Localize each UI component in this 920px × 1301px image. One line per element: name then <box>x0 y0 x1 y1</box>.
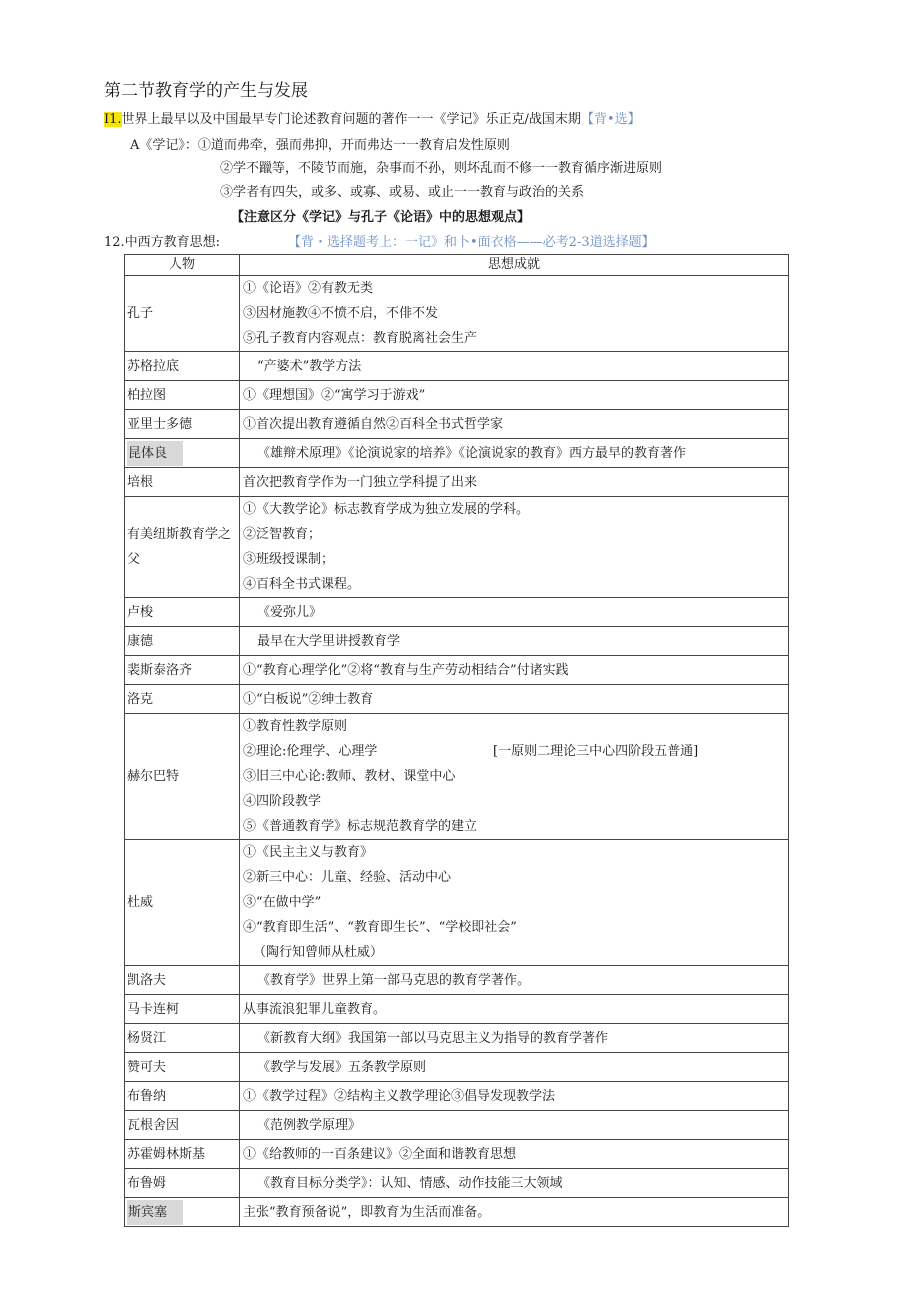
person-name: 有美纽斯教育学之父 <box>127 527 232 567</box>
achievement-line <box>243 301 785 326</box>
xueji-line-1: A《学记》：①道而弗牵，强而弗抑，开而弗达一一教育启发性原则 <box>130 138 510 153</box>
achievement-cell <box>240 1082 789 1111</box>
achievement-text: ③旧三中心论:教师、教材、课堂中心 <box>243 769 456 784</box>
person-name-cell <box>125 656 240 685</box>
person-name-cell <box>125 1169 240 1198</box>
achievement-text: ①《论语》②有教无类 <box>243 281 374 296</box>
question-1-text: 世界上最早以及中国最早专门论述教育问题的著作一一《学记》乐正克/战国末期 <box>121 112 581 127</box>
achievement-text: 《新教育大纲》我国第一部以马克思主义为指导的教育学著作 <box>257 1030 609 1046</box>
achievement-cell <box>240 1024 789 1053</box>
person-name: 柏拉图 <box>127 387 167 403</box>
achievement-text: ⑤孔子教育内容观点：教育脱离社会生产 <box>243 331 478 346</box>
achievement-line <box>243 1142 785 1167</box>
achievement-line <box>243 739 785 764</box>
achievement-cell <box>240 1140 789 1169</box>
header-person: 人物 <box>125 255 240 276</box>
table-row <box>125 381 789 410</box>
achievement-text: ④“教育即生活”、“教育即生长”、“学校即社会” <box>243 920 517 935</box>
achievement-text: 首次把教育学作为一门独立学科提了出来 <box>243 474 478 490</box>
achievement-cell <box>240 468 789 497</box>
person-name: 苏霍姆林斯基 <box>127 1146 206 1162</box>
person-name: 洛克 <box>127 691 154 707</box>
person-name: 马卡连柯 <box>127 1001 180 1017</box>
achievement-line <box>243 441 785 466</box>
achievement-text: 《雄辩术原理》《论演说家的培养》《论演说家的教育》西方最早的教育著作 <box>257 445 687 461</box>
achievement-text: ①《教学过程》②结构主义教学理论③倡导发现教学法 <box>243 1088 556 1104</box>
xueji-line-3: ③学者有四失，或多、或寡、或易、或止一一教育与政治的关系 <box>220 185 585 200</box>
person-name-cell <box>125 966 240 995</box>
achievement-text: ①《给教师的一百条建议》②全面和谐教育思想 <box>243 1146 517 1162</box>
achievement-line <box>243 814 785 839</box>
achievement-line <box>243 764 785 789</box>
person-name-cell <box>125 714 240 840</box>
achievement-cell <box>240 276 789 352</box>
table-row <box>125 656 789 685</box>
achievement-text: 主张“教育预备说”，即教育为生活而准备。 <box>243 1204 491 1220</box>
achievement-line <box>243 840 785 865</box>
table-row <box>125 1111 789 1140</box>
achievement-cell <box>240 1198 789 1227</box>
achievement-line <box>243 789 785 814</box>
table-row <box>125 1053 789 1082</box>
table-row <box>125 627 789 656</box>
table-row <box>125 1169 789 1198</box>
achievement-line <box>243 276 785 301</box>
table-row <box>125 1140 789 1169</box>
achievement-text: ②泛智教育； <box>243 527 322 542</box>
table-row <box>125 352 789 381</box>
person-name-cell <box>125 627 240 656</box>
achievement-text: ①《理想国》②“寓学习于游戏” <box>243 387 426 403</box>
question-1-tag: 【背•选】 <box>580 112 641 127</box>
achievement-line <box>243 865 785 890</box>
achievement-line <box>243 940 785 965</box>
person-name: 赞可夫 <box>127 1059 167 1075</box>
achievement-cell <box>240 598 789 627</box>
section-title: 第二节教育学的产生与发展 <box>104 81 308 101</box>
achievement-cell <box>240 685 789 714</box>
achievement-text: ①“白板说”②绅士教育 <box>243 691 374 707</box>
person-name-cell <box>125 410 240 439</box>
achievement-text: 《爱弥儿》 <box>257 604 323 620</box>
achievement-line <box>243 658 785 683</box>
person-name-cell <box>125 995 240 1024</box>
achievement-line <box>243 383 785 408</box>
achievement-line <box>243 890 785 915</box>
person-name-cell <box>125 497 240 598</box>
achievement-text: ①教育性教学原则 <box>243 719 348 734</box>
achievement-line <box>243 470 785 495</box>
person-name: 苏格拉底 <box>127 358 180 374</box>
achievement-line <box>243 1026 785 1051</box>
achievement-text: ②理论:伦理学、心理学 <box>243 744 378 759</box>
table-row <box>125 1024 789 1053</box>
achievement-text: ③班级授课制； <box>243 552 335 567</box>
achievement-cell <box>240 627 789 656</box>
achievement-text: “产婆术”教学方法 <box>257 358 362 374</box>
table-row <box>125 598 789 627</box>
person-name-cell <box>125 1053 240 1082</box>
person-name-cell <box>125 276 240 352</box>
achievement-line <box>243 968 785 993</box>
person-name: 培根 <box>127 474 154 490</box>
achievement-line <box>243 547 785 572</box>
table-header-row <box>125 255 789 276</box>
achievement-line <box>243 1084 785 1109</box>
achievement-cell <box>240 1169 789 1198</box>
achievement-text: ③“在做中学” <box>243 895 322 910</box>
achievement-text: 《教育目标分类学》：认知、情感、动作技能三大领域 <box>257 1175 563 1191</box>
herbart-mnemonic: [一原则二理论三中心四阶段五普通] <box>493 744 699 759</box>
achievement-line <box>243 1055 785 1080</box>
achievement-line <box>243 687 785 712</box>
table-row <box>125 410 789 439</box>
question-2-hint: 【背・选择题考上：一记》和卜•面衣格——必考2-3道选择题】 <box>288 235 655 250</box>
achievement-text: ⑤《普通教育学》标志规范教育学的建立 <box>243 819 478 834</box>
person-name: 杜威 <box>127 895 154 910</box>
person-name: 赫尔巴特 <box>127 769 180 784</box>
person-name: 瓦根舍因 <box>127 1117 180 1133</box>
achievement-cell <box>240 995 789 1024</box>
table-row <box>125 714 789 840</box>
achievement-text: （陶行知曾师从杜威） <box>253 945 384 960</box>
achievement-text: ①首次提出教育遵循自然②百科全书式哲学家 <box>243 416 504 432</box>
table-row <box>125 276 789 352</box>
person-name-cell <box>125 1198 240 1227</box>
question-1-number: I1. <box>104 112 122 127</box>
table-row <box>125 685 789 714</box>
person-name: 卢梭 <box>127 604 154 620</box>
person-name: 孔子 <box>127 306 154 321</box>
person-name-cell <box>125 381 240 410</box>
achievement-line <box>243 629 785 654</box>
achievement-text: ①“教育心理学化”②将“教育与生产劳动相结合”付诸实践 <box>243 662 569 678</box>
question-1 <box>104 108 641 127</box>
question-2-label: 12.中西方教育思想: <box>104 235 221 250</box>
table-row <box>125 995 789 1024</box>
person-name-cell <box>125 685 240 714</box>
achievement-line <box>243 915 785 940</box>
achievement-line <box>243 600 785 625</box>
person-name: 布鲁姆 <box>127 1175 167 1191</box>
achievement-text: ④四阶段教学 <box>243 794 322 809</box>
person-name-cell <box>125 1111 240 1140</box>
header-achievement: 思想成就 <box>240 255 789 276</box>
achievement-cell <box>240 497 789 598</box>
person-name: 康德 <box>127 633 154 649</box>
thinkers-table-body <box>125 255 789 1227</box>
achievement-cell <box>240 840 789 966</box>
table-row <box>125 1198 789 1227</box>
achievement-text: ③因材施教④不愤不启，不俳不发 <box>243 306 439 321</box>
achievement-cell <box>240 1111 789 1140</box>
person-name: 昆体良 <box>127 441 183 466</box>
achievement-cell <box>240 1053 789 1082</box>
person-name-cell <box>125 439 240 468</box>
person-name-cell <box>125 1082 240 1111</box>
table-row <box>125 1082 789 1111</box>
achievement-text: ①《民主主义与教育》 <box>243 845 374 860</box>
table-row <box>125 468 789 497</box>
achievement-text: 从事流浪犯罪儿童教育。 <box>243 1001 387 1017</box>
achievement-line <box>243 522 785 547</box>
achievement-line <box>243 1171 785 1196</box>
achievement-cell <box>240 352 789 381</box>
table-row <box>125 439 789 468</box>
thinkers-table <box>124 254 789 1227</box>
person-name-cell <box>125 352 240 381</box>
person-name: 杨贤江 <box>127 1030 167 1046</box>
achievement-line <box>243 1113 785 1138</box>
achievement-line <box>243 412 785 437</box>
person-name: 裴斯泰洛齐 <box>127 662 193 678</box>
xueji-line-2: ②学不躐等，不陵节而施，杂事而不孙，则坏乱而不修一一教育循序渐进原则 <box>220 161 663 176</box>
table-row <box>125 966 789 995</box>
person-name: 凯洛夫 <box>127 972 167 988</box>
achievement-text: 《教学与发展》五条教学原则 <box>257 1059 427 1075</box>
achievement-line <box>243 997 785 1022</box>
achievement-line <box>243 572 785 597</box>
person-name-cell <box>125 1024 240 1053</box>
person-name-cell <box>125 1140 240 1169</box>
achievement-cell <box>240 439 789 468</box>
person-name-cell <box>125 468 240 497</box>
achievement-text: 《范例教学原理》 <box>257 1117 362 1133</box>
person-name-cell <box>125 840 240 966</box>
person-name-cell <box>125 598 240 627</box>
xueji-note: 【注意区分《学记》与孔子《论语》中的思想观点】 <box>231 210 531 225</box>
achievement-line <box>243 326 785 351</box>
achievement-line <box>243 1200 785 1225</box>
achievement-cell <box>240 714 789 840</box>
achievement-line <box>243 354 785 379</box>
achievement-cell <box>240 656 789 685</box>
achievement-cell <box>240 410 789 439</box>
table-row <box>125 840 789 966</box>
person-name: 布鲁纳 <box>127 1088 167 1104</box>
achievement-line <box>243 714 785 739</box>
achievement-text: 《教育学》世界上第一部马克思的教育学著作。 <box>257 972 531 988</box>
person-name: 斯宾塞 <box>127 1200 183 1225</box>
person-name: 亚里士多德 <box>127 416 193 432</box>
achievement-text: ②新三中心：儿童、经验、活动中心 <box>243 870 452 885</box>
achievement-text: ④百科全书式课程。 <box>243 577 361 592</box>
achievement-cell <box>240 966 789 995</box>
achievement-line <box>243 497 785 522</box>
table-row <box>125 497 789 598</box>
achievement-text: 最早在大学里讲授教育学 <box>257 633 401 649</box>
achievement-cell <box>240 381 789 410</box>
achievement-text: ①《大教学论》标志教育学成为独立发展的学科。 <box>243 502 530 517</box>
